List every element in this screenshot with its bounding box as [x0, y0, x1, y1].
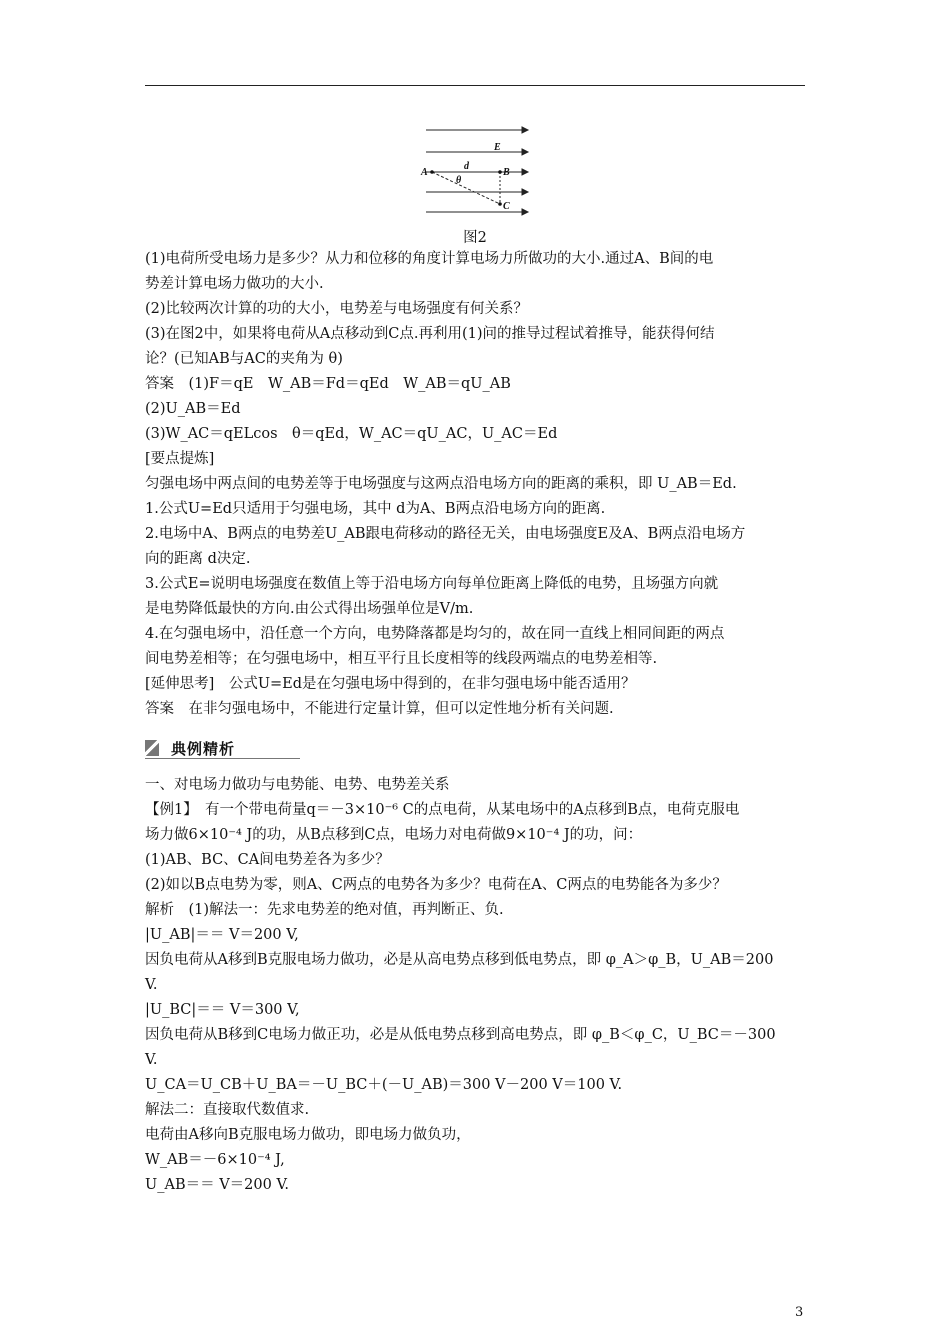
text-line: (1)AB、BC、CA间电势差各为多少？ [145, 852, 390, 868]
answer-line: 答案 在非匀强电场中，不能进行定量计算，但可以定性地分析有关问题. [145, 701, 614, 717]
text-line: 因负电荷从B移到C电场力做正功，必是从低电势点移到高电势点，即 φ_B＜φ_C，U_BC＝－300 [145, 1027, 776, 1043]
text-line: W_AB＝－6×10⁻⁴ J, [145, 1152, 285, 1168]
text-line: 因负电荷从A移到B克服电场力做功，必是从高电势点移到低电势点，即 φ_A＞φ_B，U_AB＝200 [145, 952, 774, 968]
text-line: 间电势差相等；在匀强电场中，相互平行且长度相等的线段两端点的电势差相等. [145, 651, 658, 667]
figure-caption: 图2 [463, 230, 487, 246]
subsection-heading: 一、对电场力做功与电势能、电势、电势差关系 [145, 777, 450, 793]
label-A: A [421, 167, 428, 178]
answer-line: (2)U_AB＝Ed [145, 401, 241, 417]
label-d: d [464, 161, 469, 172]
text-line: 势差计算电场力做功的大小. [145, 276, 324, 292]
example-line: 场力做6×10⁻⁴ J的功，从B点移到C点，电场力对电荷做9×10⁻⁴ J的功，问： [145, 827, 643, 843]
electric-field-figure [418, 120, 530, 220]
answer-line: 答案 (1)F＝qE W_AB＝Fd＝qEd W_AB＝qU_AB [145, 376, 511, 392]
key-points-heading: [要点提炼] [145, 451, 215, 467]
label-C: C [503, 201, 510, 212]
text-line: V. [145, 977, 158, 993]
text-line: 解析 (1)解法一：先求电势差的绝对值，再判断正、负. [145, 902, 504, 918]
text-line: U_CA＝U_CB＋U_BA＝－U_BC＋(－U_AB)＝300 V－200 V＝100 V. [145, 1077, 623, 1093]
section-marker-icon [145, 740, 159, 756]
label-theta: θ [456, 175, 462, 186]
text-line: 电荷由A移向B克服电场力做功，即电场力做负功， [145, 1127, 471, 1143]
text-line: 3.公式E=说明电场强度在数值上等于沿电场方向每单位距离上降低的电势，且场强方向就 [145, 576, 719, 592]
text-line: U_AB＝＝ V＝200 V. [145, 1177, 290, 1193]
text-line: 4.在匀强电场中，沿任意一个方向，电势降落都是均匀的，故在同一直线上相同间距的两点 [145, 626, 725, 642]
answer-line: (3)W_AC＝qELcos θ＝qEd，W_AC＝qU_AC，U_AC＝Ed [145, 426, 558, 442]
label-B: B [503, 167, 510, 178]
text-line: 2.电场中A、B两点的电势差U_AB跟电荷移动的路径无关，由电场强度E及A、B两点沿电场方 [145, 526, 746, 542]
text-line: 解法二：直接取代数值求. [145, 1102, 310, 1118]
text-line: (2)比较两次计算的功的大小，电势差与电场强度有何关系？ [145, 301, 529, 317]
section-underline [145, 758, 300, 759]
header-rule [145, 85, 805, 86]
text-line: 匀强电场中两点间的电势差等于电场强度与这两点沿电场方向的距离的乘积，即 U_AB＝Ed. [145, 476, 737, 492]
label-E: E [494, 142, 501, 153]
text-line: |U_AB|＝＝ V＝200 V, [145, 927, 299, 943]
text-line: (3)在图2中，如果将电荷从A点移动到C点.再利用(1)问的推导过程试着推导，能获得何结 [145, 326, 715, 342]
text-line: |U_BC|＝＝ V＝300 V, [145, 1002, 300, 1018]
text-line: (1)电荷所受电场力是多少？从力和位移的角度计算电场力所做功的大小.通过A、B间的电 [145, 251, 714, 267]
text-line: V. [145, 1052, 158, 1068]
section-title: 典例精析 [171, 740, 236, 758]
text-line: 向的距离 d决定. [145, 551, 251, 567]
text-line: 论？(已知AB与AC的夹角为 θ) [145, 351, 343, 367]
page-number: 3 [795, 1305, 804, 1320]
section-header [145, 738, 300, 760]
text-line: 1.公式U=Ed只适用于匀强电场，其中 d为A、B两点沿电场方向的距离. [145, 501, 606, 517]
text-line: (2)如以B点电势为零，则A、C两点的电势各为多少？电荷在A、C两点的电势能各为多少？ [145, 877, 727, 893]
text-line: 是电势降低最快的方向.由公式得出场强单位是V/m. [145, 601, 474, 617]
extension-question: [延伸思考] 公式U=Ed是在匀强电场中得到的，在非匀强电场中能否适用？ [145, 676, 636, 692]
example-line: 【例1】 有一个带电荷量q＝－3×10⁻⁶ C的点电荷，从某电场中的A点移到B点，电荷克服电 [145, 802, 740, 818]
